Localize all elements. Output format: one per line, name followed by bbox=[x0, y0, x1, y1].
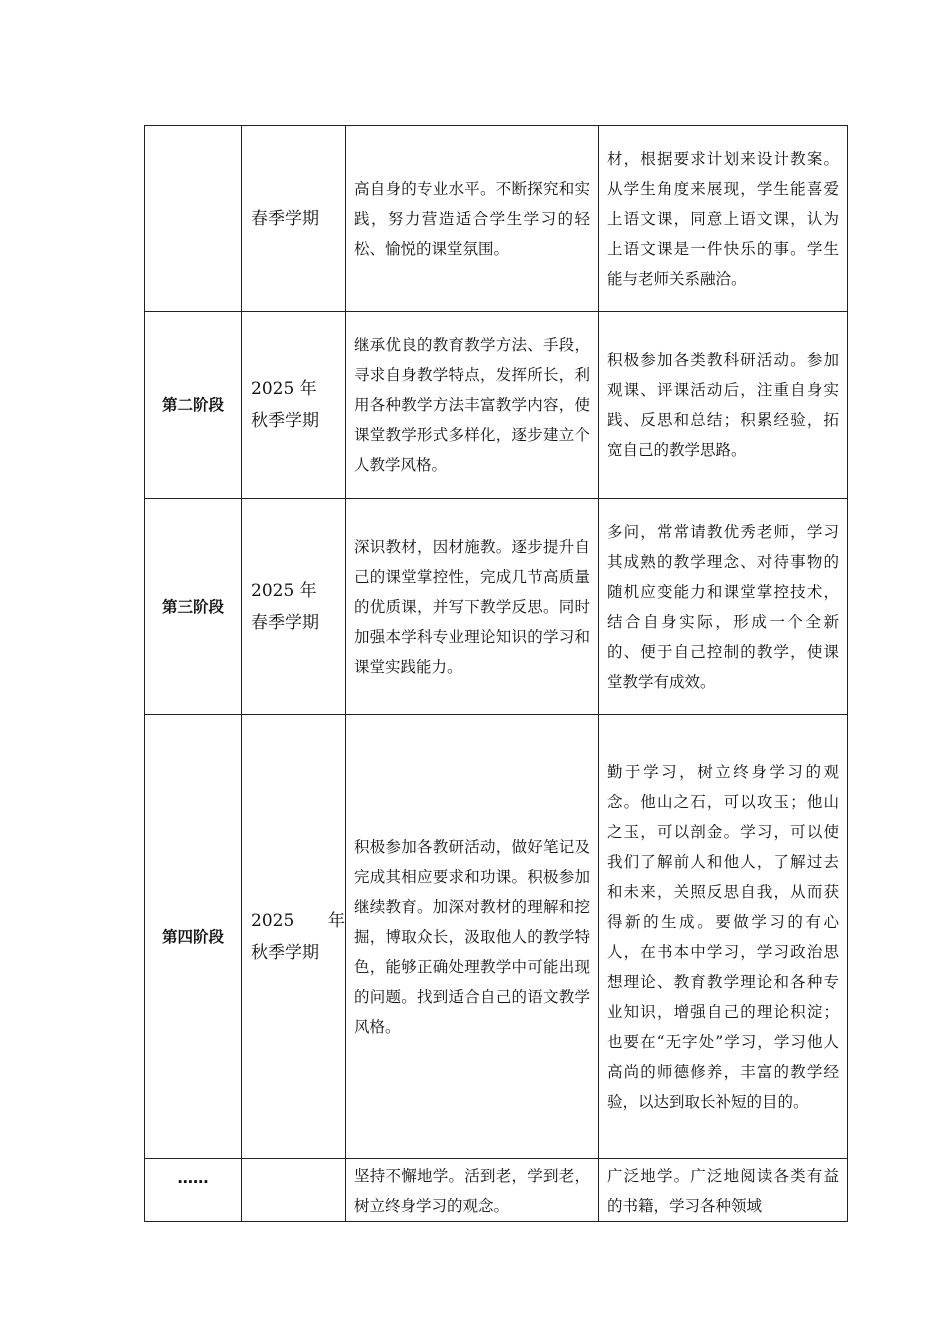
measure-cell: 材，根据要求计划来设计教案。从学生角度来展现，学生能喜爱上语文课，同意上语文课，认为上语文课是一件快乐的事。学生能与老师关系融洽。 bbox=[599, 126, 848, 312]
term-line: 春季学期 bbox=[251, 208, 319, 229]
term-cell bbox=[242, 715, 346, 1159]
stage-cell: 第二阶段 bbox=[145, 312, 242, 499]
term-semester: 秋季学期 bbox=[251, 942, 319, 963]
measure-cell: 积极参加各类教科研活动。参加观课、评课活动后，注重自身实践、反思和总结；积累经验，拓宽自己的教学思路。 bbox=[599, 312, 848, 499]
goal-cell: 积极参加各教研活动，做好笔记及完成其相应要求和功课。积极参加继续教育。加深对教材的理解和挖掘，博取众长，汲取他人的教学特色，能够正确处理教学中可能出现的问题。找到适合自己的语文教学风格。 bbox=[346, 715, 599, 1159]
measure-cell: 多问，常常请教优秀老师，学习其成熟的教学理念、对待事物的随机应变能力和课堂掌控技术，结合自身实际，形成一个全新的、便于自己控制的教学，使课堂教学有成效。 bbox=[599, 499, 848, 715]
stage-cell: 第四阶段 bbox=[145, 715, 242, 1159]
table-row bbox=[145, 1159, 848, 1222]
goal-cell: 继承优良的教育教学方法、手段，寻求自身教学特点，发挥所长，利用各种教学方法丰富教学内容，使课堂教学形式多样化，逐步建立个人教学风格。 bbox=[346, 312, 599, 499]
table-row bbox=[145, 499, 848, 715]
stage-cell: 第三阶段 bbox=[145, 499, 242, 715]
table-row bbox=[145, 126, 848, 312]
term-cell bbox=[242, 499, 346, 715]
stage-cell bbox=[145, 126, 242, 312]
term-year: 2025 年 bbox=[251, 910, 345, 931]
term-cell bbox=[242, 312, 346, 499]
term-semester: 秋季学期 bbox=[251, 411, 319, 431]
stage-cell: …… bbox=[145, 1159, 242, 1222]
measure-cell: 广泛地学。广泛地阅读各类有益的书籍，学习各种领域 bbox=[599, 1159, 848, 1222]
development-plan-table bbox=[144, 125, 848, 1222]
goal-cell: 坚持不懈地学。活到老，学到老，树立终身学习的观念。 bbox=[346, 1159, 599, 1222]
goal-cell: 高自身的专业水平。不断探究和实践，努力营造适合学生学习的轻松、愉悦的课堂氛围。 bbox=[346, 126, 599, 312]
term-semester: 春季学期 bbox=[251, 612, 319, 633]
table-row bbox=[145, 312, 848, 499]
term-cell bbox=[242, 126, 346, 312]
term-year: 2025 年 bbox=[251, 379, 317, 399]
term-cell bbox=[242, 1159, 346, 1222]
measure-cell: 勤于学习，树立终身学习的观念。他山之石，可以攻玉；他山之玉，可以剖金。学习，可以使我们了解前人和他人，了解过去和未来，关照反思自我，从而获得新的生成。要做学习的有心人，在书本中学习，学习政治思想理论、教育教学理论和各种专业知识，增强自己的理论积淀；也要在“无字处”学习，学习他人高尚的师德修养，丰富的教学经验，以达到取长补短的目的。 bbox=[599, 715, 848, 1159]
term-year: 2025 年 bbox=[251, 580, 317, 601]
table-row bbox=[145, 715, 848, 1159]
goal-cell: 深识教材，因材施教。逐步提升自己的课堂掌控性，完成几节高质量的优质课，并写下教学反思。同时加强本学科专业理论知识的学习和课堂实践能力。 bbox=[346, 499, 599, 715]
